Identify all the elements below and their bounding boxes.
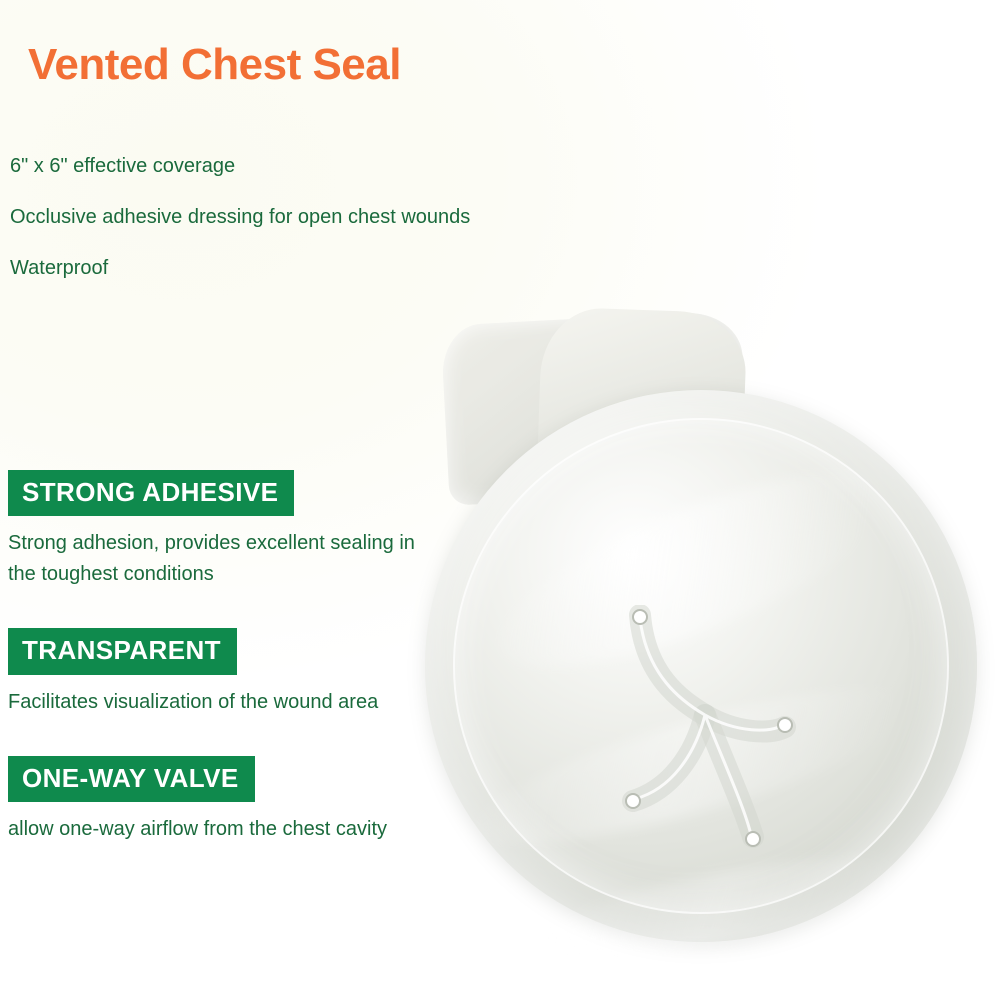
- valve-port: [626, 794, 640, 808]
- feature-description: allow one-way airflow from the chest cavity: [8, 817, 388, 840]
- valve-port: [746, 832, 760, 846]
- seal-disc: [425, 390, 977, 942]
- feature-description: Strong adhesion, provides excellent sealing in the toughest conditions: [8, 532, 415, 586]
- feature-badge: TRANSPARENT: [8, 628, 237, 674]
- product-photo: [415, 300, 985, 950]
- feature-summary-list: [10, 155, 650, 308]
- one-way-valve: [585, 605, 815, 855]
- summary-line: 6" x 6" effective coverage: [10, 155, 236, 177]
- valve-port: [633, 610, 647, 624]
- summary-line: Waterproof: [10, 257, 109, 279]
- page-title: Vented Chest Seal: [28, 40, 401, 89]
- feature-badge: STRONG ADHESIVE: [8, 470, 294, 516]
- valve-port: [778, 718, 792, 732]
- feature-badge: ONE-WAY VALVE: [8, 756, 255, 802]
- feature-description: Facilitates visualization of the wound area: [8, 690, 379, 713]
- summary-line: Occlusive adhesive dressing for open chest wounds: [10, 206, 471, 228]
